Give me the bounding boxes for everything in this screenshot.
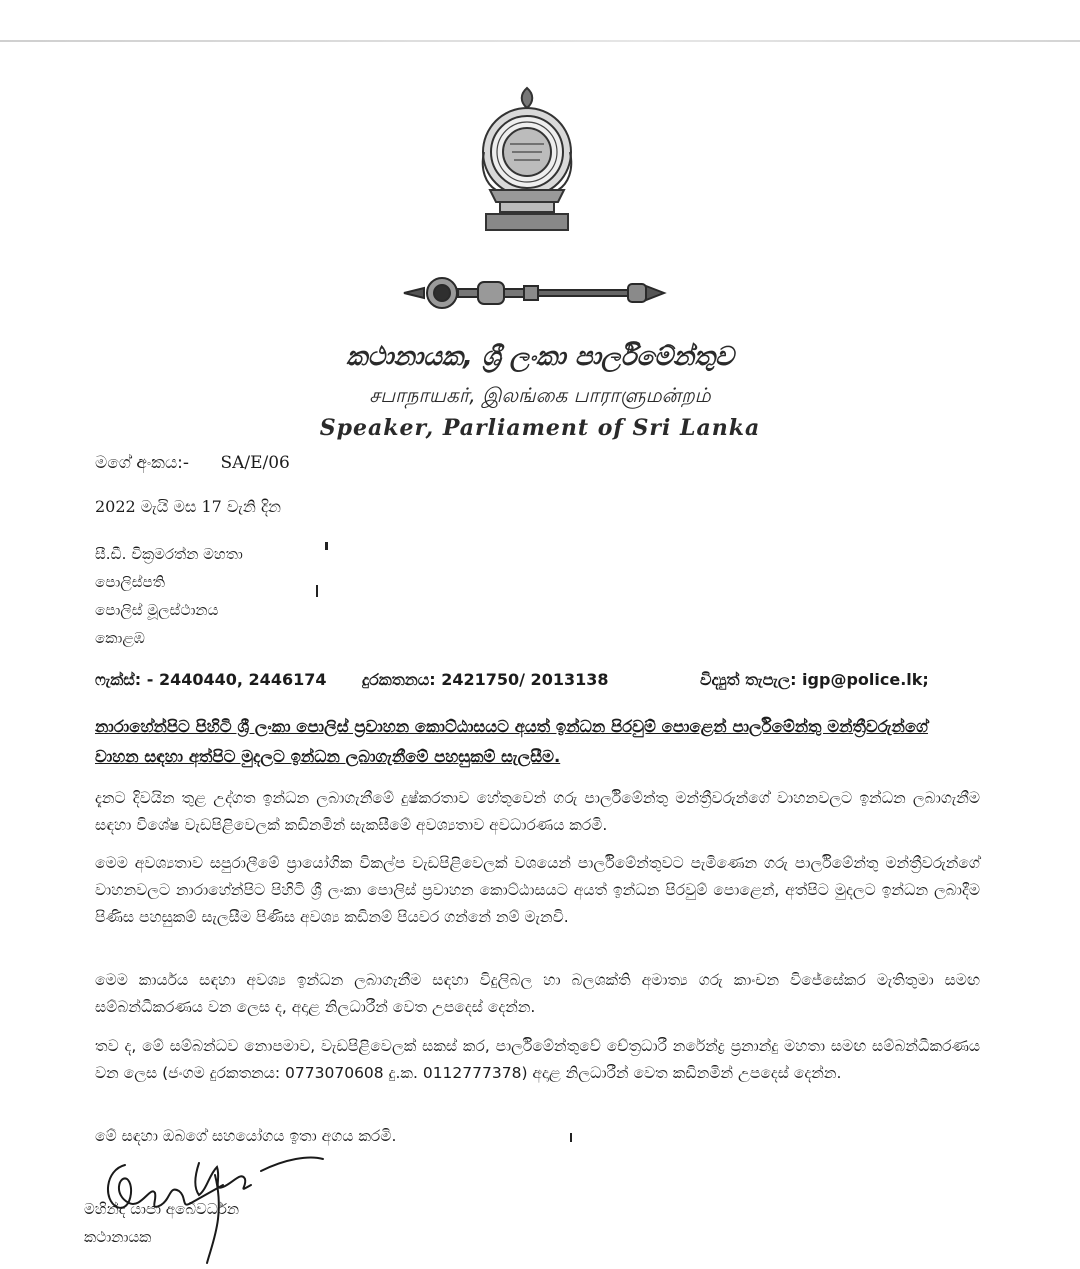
state-emblem-icon [470,80,585,238]
reference-label: මගේ අංකය:- [95,453,190,473]
recipient-name: සී.ඩී. වික්‍රමරත්න මහතා [95,545,243,563]
body-paragraph-1: දැනට දිවයින තුළ උද්ගත ඉන්ධන ලබාගැනීමේ දුෂ්කරතාව හේතුවෙන් ගරු පාර්ලිමේන්තු මන්ත්‍රීවරුන්ගේ වාහනවලට ඉන්ධන ලබාගැනීම සඳහා විශේෂ වැඩපිළිවෙලක් කඩිනමින් සැකසීමේ අවශ්‍යතාව අවධාරණය කරමි. [95,789,980,834]
signatory-name: මහින්ද යාපා අබේවර්ධන [84,1200,240,1218]
letterhead-title-tamil: சபாநாயகர், இலங்கை பாராளுமன்றம் [369,383,711,407]
body-paragraph-4: තව ද, මේ සම්බන්ධව නොපමාව, වැඩපිළිවෙලක් සකස් කර, පාර්ලිමේන්තුවේ චේත්‍රධාරී නරේන්ද්‍ර ප්‍රනාන්දු මහතා සමඟ සම්බන්ධීකරණය වන ලෙස (ජංගම දුරකතනය: 0773070608 දු.ක. 0112777378) අදාළ නිලධාරීන් වෙත කඩිනමින් උපදෙස් දෙන්න. [95,1037,980,1082]
phone-number: දුරකතනය: 2421750/ 2013138 [362,670,609,689]
letterhead-title-sinhala: කථානායක, ශ්‍රී ලංකා පාර්ලිමේන්තුව [346,342,734,372]
signatory-title: කථානායක [84,1228,152,1246]
body-paragraph-2: මෙම අවශ්‍යතාව සපුරාලීමේ ප්‍රායෝගික විකල්ප වැඩපිළිවෙලක් වශයෙන් පාර්ලිමේන්තුවට පැමිණෙන ගරු පාර්ලිමේන්තු මන්ත්‍රීවරුන්ගේ වාහනවලට නාරාහේන්පිට පිහිටි ශ්‍රී ලංකා පොලිස් ප්‍රවාහන කොට්ඨාසයට අයත් ඉන්ධන පිරවුම් පොළෙන්, අත්පිට මුදලට ඉන්ධන ලබාදීම පිණිස පහසුකම් සැලසීම පිණිස අවශ්‍ය කඩිනම් පියවර ගන්නේ නම් මැනවි. [95,854,980,926]
recipient-title: පොලිස්පති [95,573,165,591]
reference-line [95,453,290,473]
letter-subject: නාරාහේන්පිට පිහිටි ශ්‍රී ලංකා පොලිස් ප්‍රවාහන කොට්ඨාසයට අයත් ඉන්ධන පිරවුම් පොළෙන් පාර්ලිමේන්තු මන්ත්‍රීවරුන්ගේ වාහන සඳහා අත්පිට මුදලට ඉන්ධන ලබාගැනීමේ පහසුකම් සැලසීම. [95,717,928,766]
mace-icon [402,270,672,316]
scan-mark [325,542,328,550]
email-address[interactable]: විද්‍යුත් තැපැල: igp@police.lk; [700,670,929,689]
recipient-city: කොළඹ [95,629,145,647]
recipient-address [95,540,243,652]
scan-page-edge [0,40,1080,42]
scan-mark [570,1133,572,1142]
reference-number: SA/E/06 [220,453,290,473]
recipient-office: පොලිස් මූලස්ථානය [95,601,219,619]
fax-number: ෆැක්ස්: - 2440440, 2446174 [95,670,327,689]
body-paragraph-3: මෙම කාර්යය සඳහා අවශ්‍ය ඉන්ධන ලබාගැනීම සඳහා විදුලිබල හා බලශක්ති අමාත්‍ය ගරු කාංචන විජේසේකර මැතිතුමා සමඟ සම්බන්ධීකරණය වන ලෙස ද, අදාළ නිලධාරීන් වෙත උපදෙස් දෙන්න. [95,971,980,1016]
body-paragraph-5: මේ සඳහා ඔබගේ සහයෝගය ඉතා අගය කරමි. [95,1127,397,1145]
letterhead-title-english: Speaker, Parliament of Sri Lanka [319,415,761,441]
scan-mark [316,585,318,597]
handwritten-signature [95,1145,345,1267]
letter-date: 2022 මැයි මස 17 වැනි දින [95,497,282,516]
